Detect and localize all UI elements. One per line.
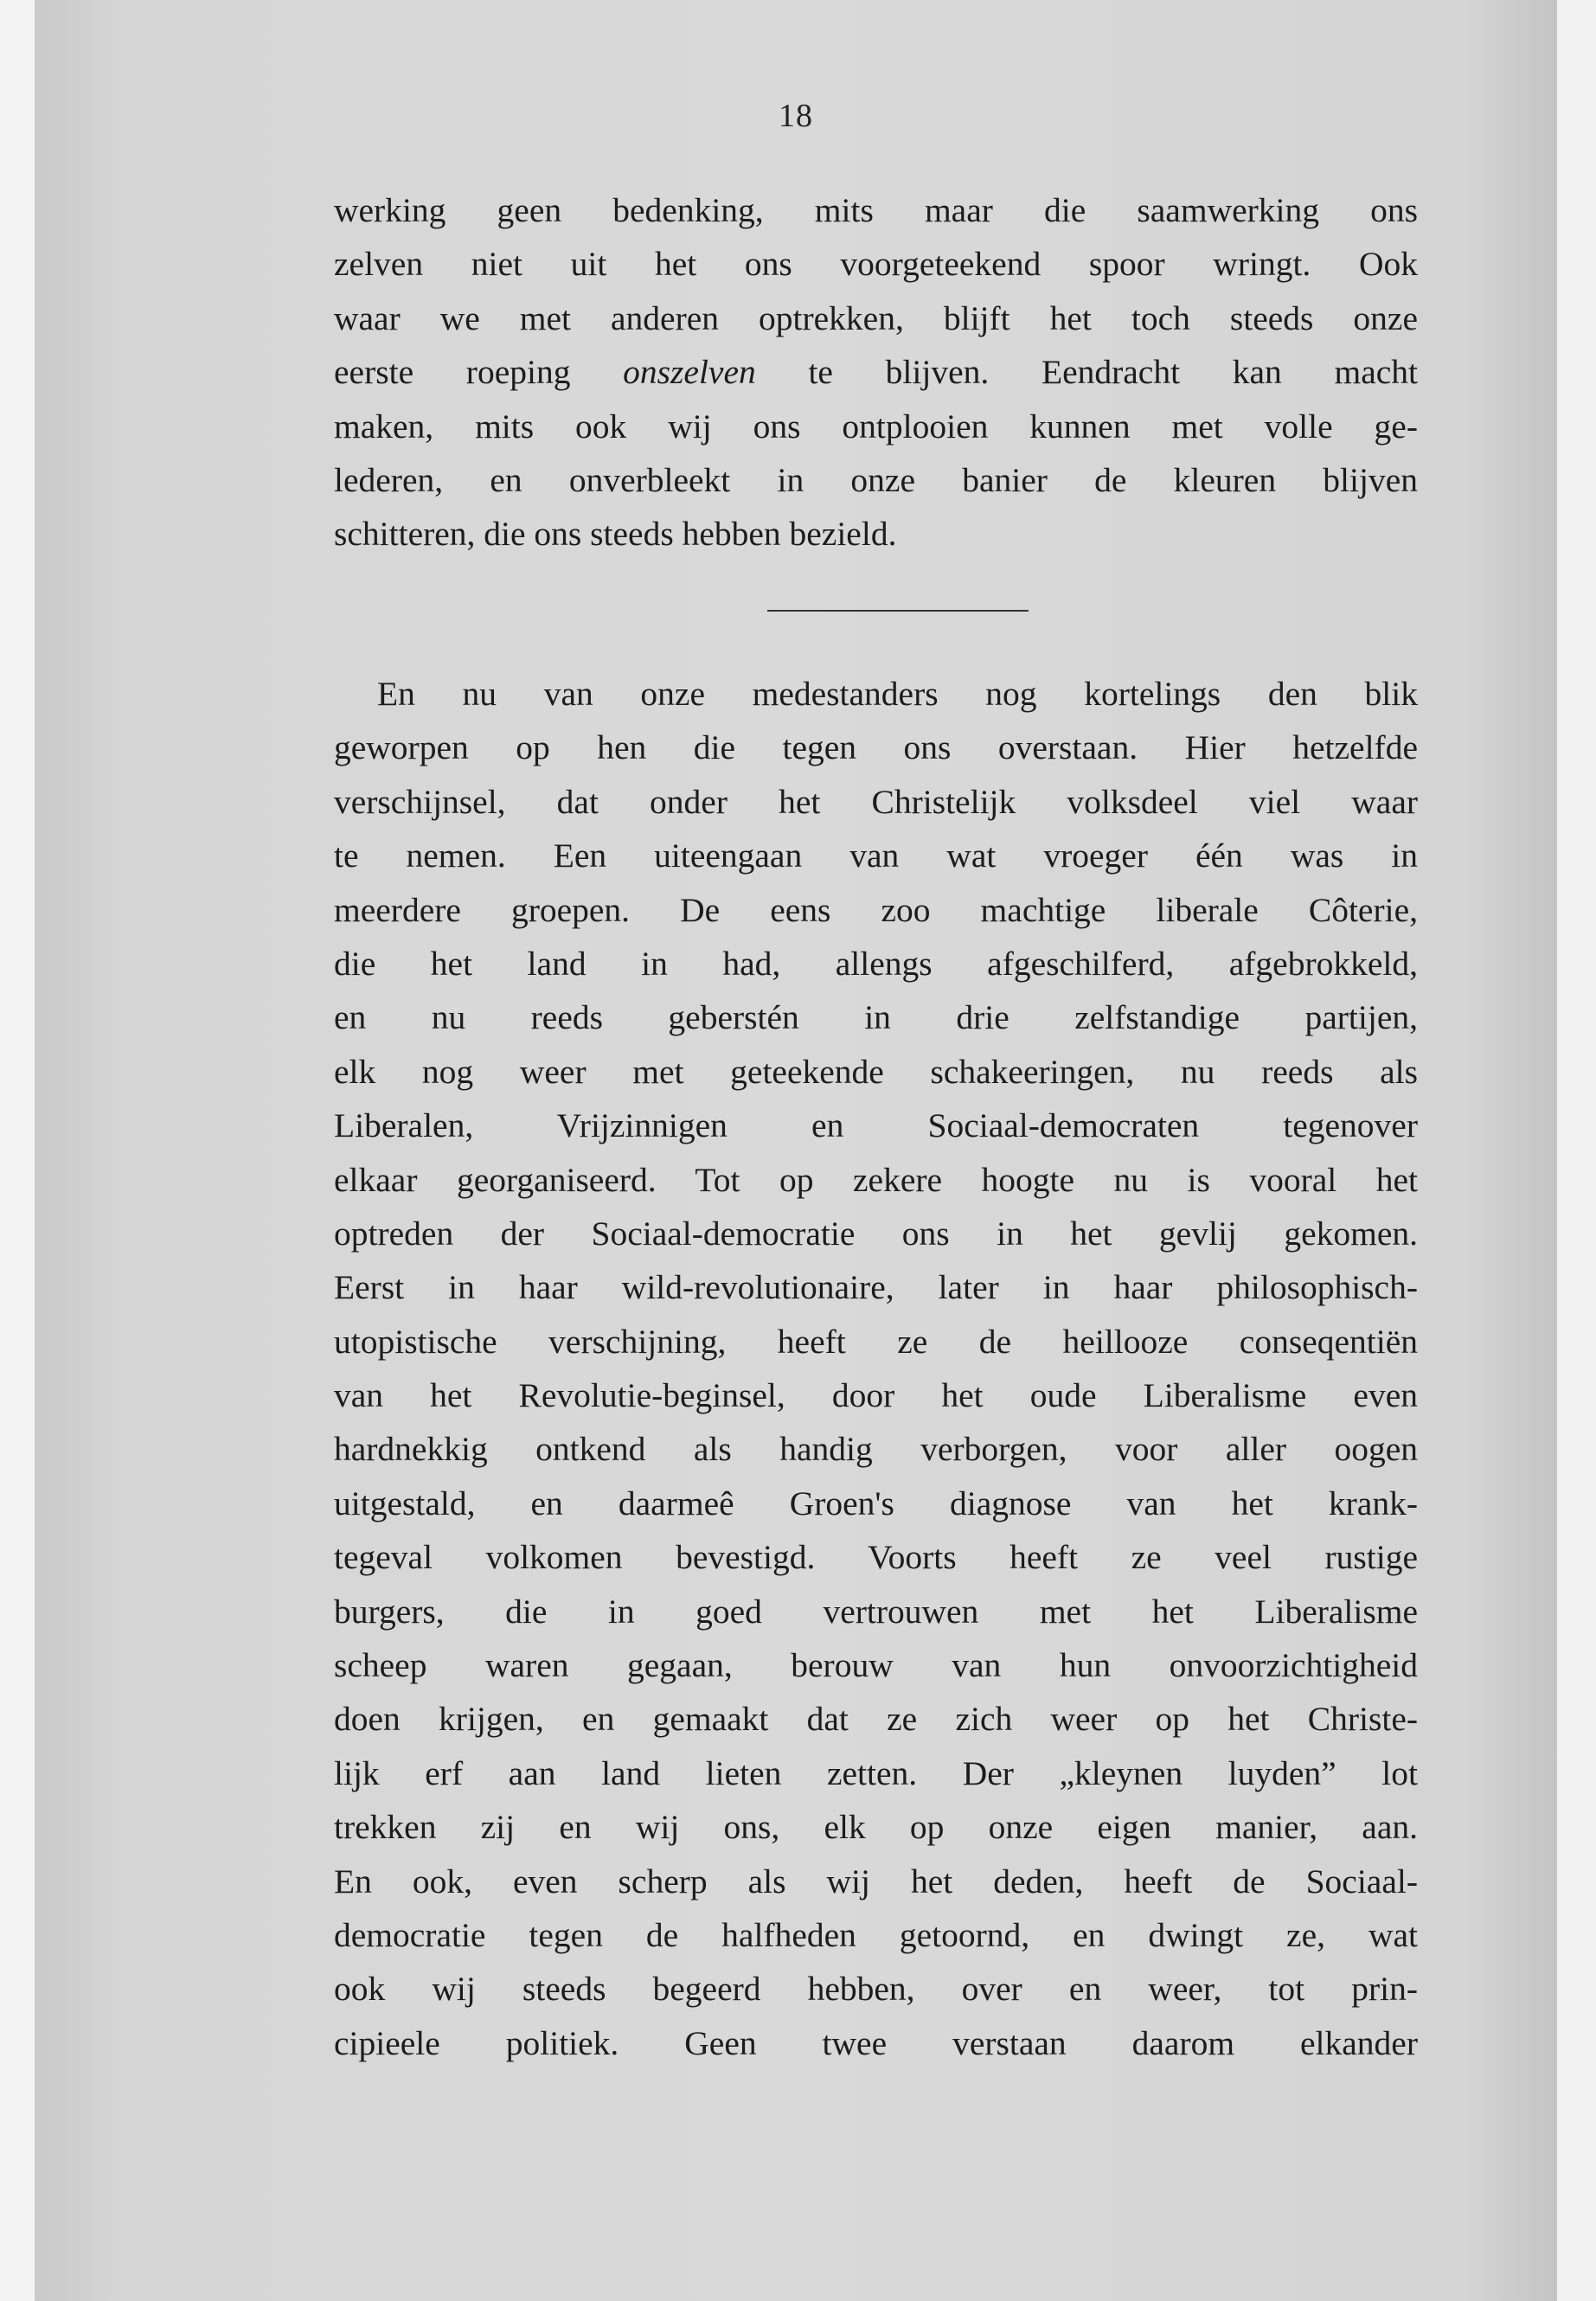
- text-line: die het land in had, allengs afgeschilferd, afgebrokkeld,: [334, 944, 1418, 983]
- text-line: werking geen bedenking, mits maar die saamwerking ons: [334, 191, 1418, 229]
- text-line: doen krijgen, en gemaakt dat ze zich weer op het Christe-: [334, 1700, 1418, 1739]
- text-line: verschijnsel, dat onder het Christelijk volksdeel viel waar: [334, 782, 1418, 821]
- text-line: elk nog weer met geteekende schakeeringen, nu reeds als: [334, 1052, 1418, 1091]
- text-line: zelven niet uit het ons voorgeteekend spoor wringt. Ook: [334, 245, 1418, 284]
- page-number: 18: [779, 98, 813, 134]
- text-line: waar we met anderen optrekken, blijft het toch steeds onze: [334, 298, 1418, 337]
- scan-margin-right: [1557, 0, 1596, 2301]
- text-line: geworpen op hen die tegen ons overstaan. Hier hetzelfde: [334, 728, 1418, 767]
- text-line: en nu reeds geberstén in drie zelfstandige partijen,: [334, 998, 1418, 1037]
- text-line: hardnekkig ontkend als handig verborgen, voor aller oogen: [334, 1430, 1418, 1469]
- text-line: optreden der Sociaal-democratie ons in het gevlij gekomen.: [334, 1214, 1418, 1253]
- text-line: meerdere groepen. De eens zoo machtige liberale Côterie,: [334, 890, 1418, 929]
- text-line: schitteren, die ons steeds hebben bezield.: [334, 515, 897, 554]
- section-divider: [767, 610, 1029, 612]
- text-line: scheep waren gegaan, berouw van hun onvoorzichtigheid: [334, 1646, 1418, 1685]
- text-line: maken, mits ook wij ons ontplooien kunnen met volle ge-: [334, 407, 1418, 445]
- scan-margin-left: [0, 0, 35, 2301]
- text-fragment: te blijven. Eendracht kan macht: [755, 353, 1418, 392]
- text-line: burgers, die in goed vertrouwen met het Liberalisme: [334, 1592, 1418, 1631]
- text-line: van het Revolutie-beginsel, door het oude Liberalisme even: [334, 1376, 1418, 1415]
- text-line: trekken zij en wij ons, elk op onze eigen manier, aan.: [334, 1808, 1418, 1847]
- text-line: Liberalen, Vrijzinnigen en Sociaal-democraten tegenover: [334, 1106, 1418, 1145]
- text-line: lederen, en onverbleekt in onze banier de kleuren blijven: [334, 460, 1418, 499]
- book-page: [35, 0, 1557, 2301]
- text-line: elkaar georganiseerd. Tot op zekere hoogte nu is vooral het: [334, 1160, 1418, 1199]
- text-line: lijk erf aan land lieten zetten. Der „kleynen luyden” lot: [334, 1753, 1418, 1792]
- text-line: democratie tegen de halfheden getoornd, en dwingt ze, wat: [334, 1915, 1418, 1954]
- text-fragment: eerste roeping: [334, 353, 624, 392]
- text-line: En ook, even scherp als wij het deden, heeft de Sociaal-: [334, 1862, 1418, 1900]
- text-line: cipieele politiek. Geen twee verstaan daarom elkander: [334, 2023, 1418, 2062]
- paragraph-1: [334, 183, 1418, 561]
- text-line: uitgestald, en daarmeê Groen's diagnose van het krank-: [334, 1484, 1418, 1522]
- text-line: tegeval volkomen bevestigd. Voorts heeft ze veel rustige: [334, 1538, 1418, 1577]
- text-line: En nu van onze medestanders nog kortelings den blik: [377, 675, 1418, 713]
- text-line: te nemen. Een uiteengaan van wat vroeger één was in: [334, 836, 1418, 875]
- text-line: utopistische verschijning, heeft ze de heillooze conseqentiën: [334, 1322, 1418, 1361]
- emphasized-word: onszelven: [623, 353, 756, 392]
- text-line: ook wij steeds begeerd hebben, over en weer, tot prin-: [334, 1970, 1418, 2009]
- paragraph-2: [334, 667, 1418, 2070]
- text-line: Eerst in haar wild-revolutionaire, later in haar philosophisch-: [334, 1268, 1418, 1307]
- text-line-with-emphasis: [334, 345, 1418, 399]
